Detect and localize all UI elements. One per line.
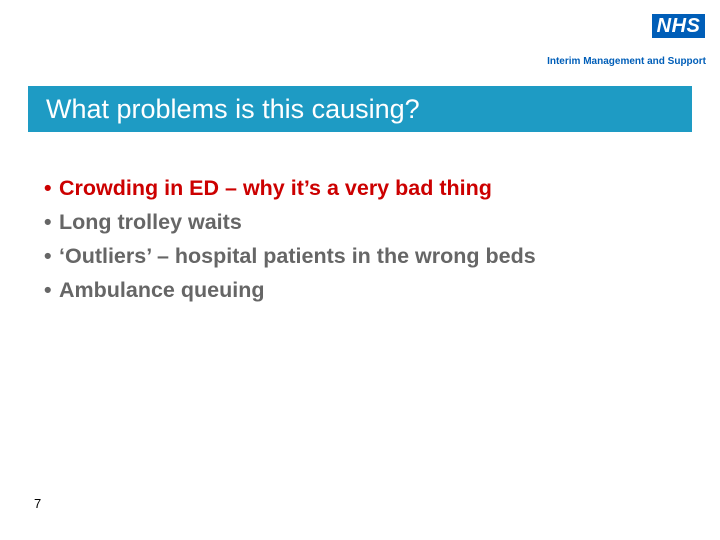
bullet-text: Crowding in ED – why it’s a very bad thing	[59, 176, 492, 200]
page-number: 7	[34, 496, 42, 511]
title-bar	[28, 86, 692, 132]
organization-name: Interim Management and Support	[547, 56, 706, 67]
bullet-list	[44, 175, 644, 311]
bullet-item	[44, 243, 644, 269]
bullet-text: ‘Outliers’ – hospital patients in the wrong beds	[59, 244, 536, 268]
bullet-item	[44, 175, 644, 201]
nhs-logo	[652, 14, 705, 38]
bullet-item	[44, 209, 644, 235]
nhs-logo-text: NHS	[656, 15, 701, 37]
bullet-marker: •	[44, 210, 52, 234]
bullet-text: Ambulance queuing	[59, 278, 265, 302]
bullet-marker: •	[44, 244, 52, 268]
bullet-marker: •	[44, 278, 52, 302]
slide-title: What problems is this causing?	[46, 93, 420, 124]
bullet-item	[44, 277, 644, 303]
bullet-text: Long trolley waits	[59, 210, 242, 234]
bullet-marker: •	[44, 176, 52, 200]
